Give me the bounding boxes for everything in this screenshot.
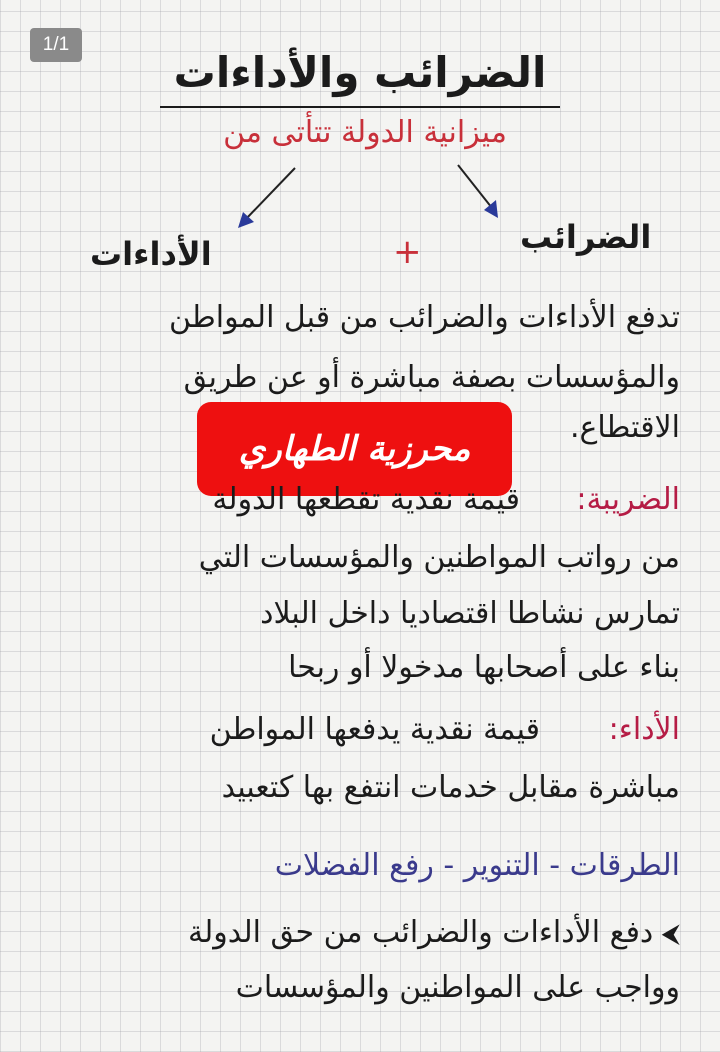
bullet-arrow-icon: ⮜ <box>653 919 680 949</box>
conclusion-line-2: وواجب على المواطنين والمؤسسات <box>235 970 680 1005</box>
tax-line-3: تمارس نشاطا اقتصاديا داخل البلاد <box>260 596 680 631</box>
intro-line-3: الاقتطاع. <box>569 410 680 445</box>
intro-line-2: والمؤسسات بصفة مباشرة أو عن طريق <box>183 360 680 395</box>
left-arrow-line <box>245 168 295 220</box>
note-subtitle: ميزانية الدولة تتأتى من <box>223 115 507 150</box>
plus-sign: + <box>393 232 422 272</box>
tax-line-4: بناء على أصحابها مدخولا أو ربحا <box>288 650 680 685</box>
fee-term: الأداء: <box>608 712 680 747</box>
branch-taxes: الضرائب <box>520 218 652 256</box>
conclusion-line-1 <box>40 915 680 950</box>
note-title: الضرائب والأداءات <box>173 48 547 97</box>
page-counter: 1/1 <box>30 28 82 62</box>
fee-line-2: مباشرة مقابل خدمات انتفع بها كتعبيد <box>221 770 680 805</box>
tax-term: الضريبة: <box>576 482 680 517</box>
author-stamp: محرزية الطهاري <box>197 402 512 496</box>
fee-line-3: الطرقات - التنوير - رفع الفضلات <box>274 848 680 883</box>
right-arrow-head <box>484 200 498 218</box>
tax-line-2: من رواتب المواطنين والمؤسسات التي <box>198 540 680 575</box>
intro-line-1: تدفع الأداءات والضرائب من قبل المواطن <box>169 300 680 335</box>
branch-fees: الأداءات <box>90 235 212 273</box>
conclusion-line-1-text: دفع الأداءات والضرائب من حق الدولة <box>188 915 654 950</box>
fee-line-1: قيمة نقدية يدفعها المواطن <box>209 712 540 747</box>
tax-line-1: قيمة نقدية تقطعها الدولة <box>212 482 520 517</box>
right-arrow-line <box>458 165 492 208</box>
